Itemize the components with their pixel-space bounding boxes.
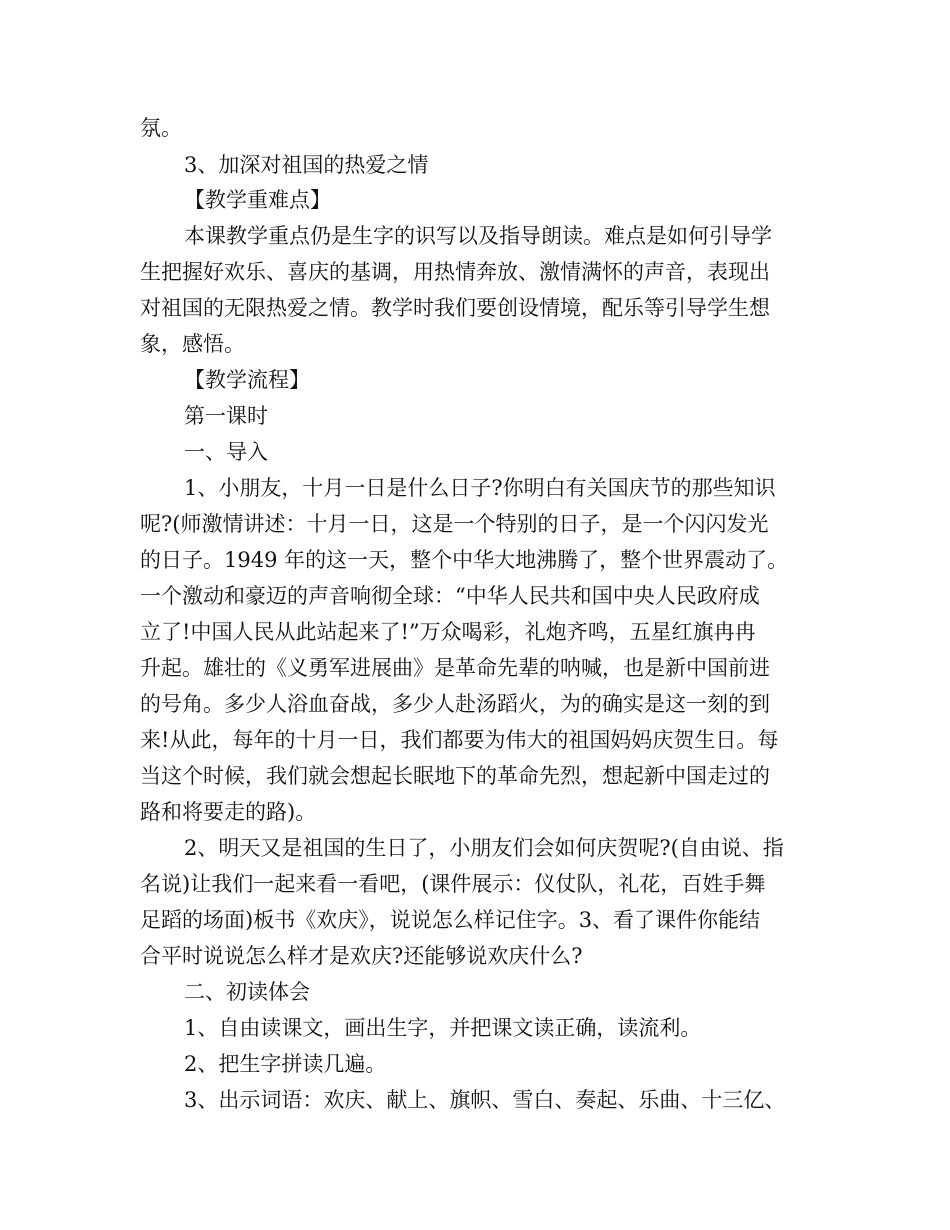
text-line: 升起。雄壮的《义勇军进展曲》是革命先辈的呐喊，也是新中国前进 — [140, 656, 770, 680]
text-line: 2、把生字拼读几遍。 — [184, 1052, 387, 1076]
text-line: 的日子。1949 年的这一天，整个中华大地沸腾了，整个世界震动了。 — [140, 548, 789, 572]
text-line: 1、自由读课文，画出生字，并把课文读正确，读流利。 — [184, 1016, 702, 1040]
text-line: 一、导入 — [184, 440, 268, 464]
text-line: 本课教学重点仍是生字的识写以及指导朗读。难点是如何引导学 — [184, 224, 772, 248]
text-line: 路和将要走的路)。 — [140, 800, 317, 824]
text-line: 1、小朋友，十月一日是什么日子?你明白有关国庆节的那些知识 — [184, 476, 776, 500]
text-line: 第一课时 — [184, 404, 268, 428]
text-line: 名说)让我们一起来看一看吧，(课件展示：仪仗队，礼花，百姓手舞 — [140, 872, 766, 896]
section-heading: 二、初读体会 — [184, 980, 310, 1004]
text-line: 对祖国的无限热爱之情。教学时我们要创设情境，配乐等引导学生想 — [140, 296, 770, 320]
text-line: 的号角。多少人浴血奋战，多少人赴汤蹈火，为的确实是这一刻的到 — [140, 692, 770, 716]
text-line: 一个激动和豪迈的声音响彻全球：“中华人民共和国中央人民政府成 — [140, 584, 760, 608]
text-line: 呢?(师激情讲述：十月一日，这是一个特别的日子，是一个闪闪发光 — [140, 512, 769, 536]
text-line: 立了!中国人民从此站起来了!”万众喝彩，礼炮齐鸣，五星红旗冉冉 — [140, 620, 756, 644]
text-line: 3、出示词语：欢庆、献上、旗帜、雪白、奏起、乐曲、十三亿、 — [184, 1088, 786, 1112]
text-line: 来!从此，每年的十月一日，我们都要为伟大的祖国妈妈庆贺生日。每 — [140, 728, 779, 752]
text-line: 3、加深对祖国的热爱之情 — [184, 153, 429, 177]
text-line: 足蹈的场面)板书《欢庆》，说说怎么样记住字。3、看了课件你能结 — [140, 908, 761, 932]
text-line: 2、明天又是祖国的生日了，小朋友们会如何庆贺呢?(自由说、指 — [184, 836, 784, 860]
text-line: 氛。 — [140, 116, 182, 140]
text-line: 合平时说说怎么样才是欢庆?还能够说欢庆什么? — [140, 944, 583, 968]
section-heading: 【教学流程】 — [184, 368, 310, 392]
text-line: 象，感悟。 — [140, 332, 245, 356]
section-heading: 【教学重难点】 — [184, 188, 331, 212]
text-line: 生把握好欢乐、喜庆的基调，用热情奔放、激情满怀的声音，表现出 — [140, 260, 770, 284]
text-line: 当这个时候，我们就会想起长眠地下的革命先烈，想起新中国走过的 — [140, 764, 770, 788]
